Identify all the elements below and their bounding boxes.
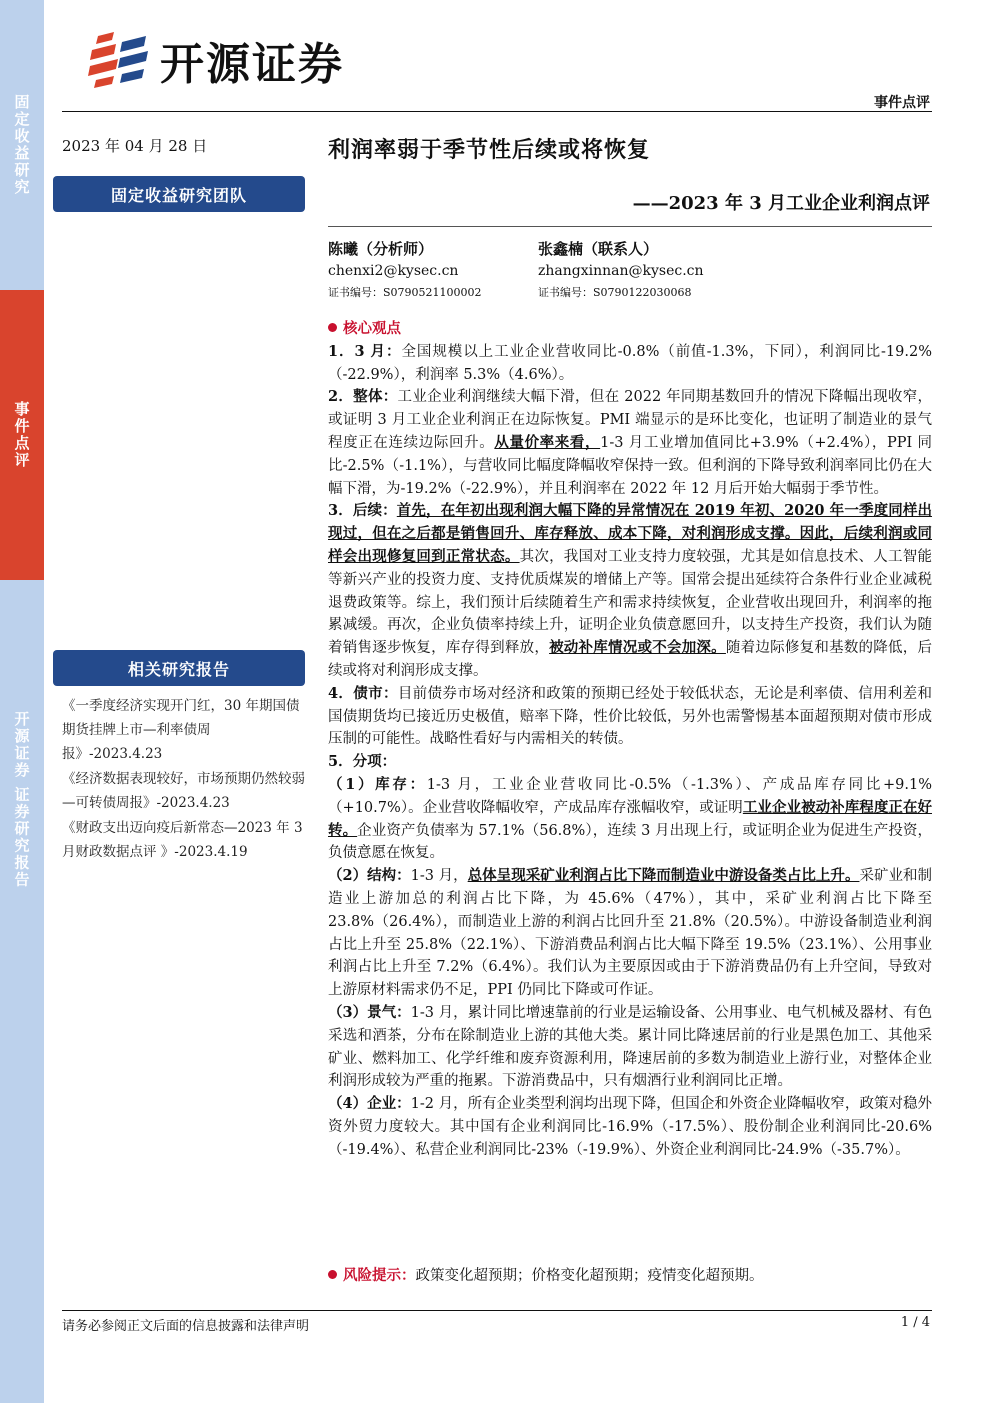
core-viewpoints [328, 318, 932, 1161]
related-reports-list [62, 694, 307, 865]
bullet-icon [328, 323, 337, 332]
paragraph-structure: （2）结构：1-3 月，总体呈现采矿业利润占比下降而制造业中游设备类占比上升。采矿业和制造业上游加总的利润占比下降，为 45.6%（47%），其中，采矿业利润占比下降至 23.8%（26.4%），而制造业上游的利润占比回升至 21.8%（20.5%）。中游设备制造业利润占比上升至 25.8%（22.1%）、下游消费品利润占比大幅下降至 19.5%（23.1%）、公用事业利润占比上升至 7.2%（6.4%）。我们认为主要原因或由于下游消费品仍有上升空间，导致对上游原材料需求仍不足，PPI 仍同比下降或可作证。 [328, 867, 932, 999]
related-report-item[interactable]: 《经济数据表现较好，市场预期仍然较弱—可转债周报》-2023.4.23 [62, 771, 305, 811]
footer-disclaimer: 请务必参阅正文后面的信息披露和法律声明 [62, 1319, 310, 1334]
paragraph-inventory: （1）库存：1-3 月，工业企业营收同比-0.5%（-1.3%）、产成品库存同比+9.1%（+10.7%）。企业营收降幅收窄，产成品库存涨幅收窄，或证明工业企业被动补库程度正在好转。企业资产负债率为 57.1%（56.8%），连续 3 月出现上行，或证明企业为促进生产投资，负债意愿在恢复。 [328, 775, 932, 862]
footer-divider [62, 1310, 932, 1311]
paragraph-march: 1．3 月：全国规模以上工业企业营收同比-0.8%（前值-1.3%，下同），利润同比-19.2%（-22.9%），利润率 5.3%（4.6%）。 [328, 342, 932, 383]
sidebar-label-type: 事件点评 [12, 401, 31, 469]
sidebar-label-brand: 开源证券 证券研究报告 [12, 711, 31, 889]
core-heading: 核心观点 [328, 318, 932, 341]
risk-heading: 风险提示： [343, 1267, 416, 1284]
sidebar-segment-brand [0, 690, 44, 910]
author-block [538, 238, 704, 304]
author-block [328, 238, 482, 304]
sidebar-segment-category [0, 80, 44, 210]
header-divider [62, 111, 932, 112]
brand-name: 开源证券 [160, 39, 344, 90]
left-sidebar [0, 0, 44, 1403]
author-email[interactable]: chenxi2@kysec.cn [328, 263, 459, 279]
author-name: 张鑫楠（联系人） [538, 240, 659, 258]
paragraph-sentiment: （3）景气：1-3 月，累计同比增速靠前的行业是运输设备、公用事业、电气机械及器材、有色采选和酒茶，分布在除制造业上游的其他大类。累计同比降速居前的行业是黑色加工、其他采矿业、燃料加工、化学纤维和废弃资源利用，降速居前的多数为制造业上游行业，对整体企业利润形成较为严重的拖累。下游消费品中，只有烟酒行业利润同比正增。 [328, 1003, 932, 1090]
page-number: 1 / 4 [900, 1315, 930, 1330]
report-subtitle: ——2023 年 3 月工业企业利润点评 [632, 193, 930, 214]
risk-text: 政策变化超预期；价格变化超预期；疫情变化超预期。 [415, 1268, 764, 1284]
author-cert: 证书编号：S0790122030068 [538, 286, 692, 299]
paragraph-bond-market: 4．债市：目前债券市场对经济和政策的预期已经处于较低状态，无论是利率债、信用利差和国债期货均已接近历史极值，赔率下降，性价比较低，另外也需警惕基本面超预期对债市形成压制的可能性。战略性看好与内需相关的转债。 [328, 684, 932, 748]
paragraph-enterprise: （4）企业：1-2 月，所有企业类型利润均出现下降，但国企和外资企业降幅收窄，政策对稳外资外贸力度较大。其中国有企业利润同比-16.9%（-17.5%）、股份制企业利润同比-20.6%（-19.4%）、私营企业利润同比-23%（-19.9%）、外资企业利润同比-24.9%（-35.7%）。 [328, 1095, 932, 1158]
report-date: 2023 年 04 月 28 日 [62, 137, 208, 155]
bullet-icon [328, 1270, 337, 1279]
related-report-item[interactable]: 《一季度经济实现开门红，30 年期国债期货挂牌上市—利率债周报》-2023.4.23 [62, 698, 300, 762]
brand-logo-icon [88, 32, 150, 88]
doc-type-label: 事件点评 [874, 95, 930, 111]
paragraph-outlook: 3．后续：首先，在年初出现利润大幅下降的异常情况在 2019 年初、2020 年一季度同样出现过，但在之后都是销售回升、库存释放、成本下降，对利润形成支撑。因此，后续利润或同样会出现修复回到正常状态。其次，我国对工业支持力度较强，尤其是如信息技术、人工智能等新兴产业的投资力度、支持优质煤炭的增储上产等。国常会提出延续符合条件行业企业减税退费政策等。综上，我们预计后续随着生产和需求持续恢复，企业营收出现回升，利润率的拖累减缓。再次，企业负债率持续上升，证明企业负债意愿回升，以支持生产投资，我们认为随着销售逐步恢复，库存得到释放，被动补库情况或不会加深。随着边际修复和基数的降低，后续或将对利润形成支撑。 [328, 502, 933, 679]
brand-logo [88, 28, 344, 92]
report-title: 利润率弱于季节性后续或将恢复 [328, 137, 651, 163]
sidebar-segment-type [0, 290, 44, 580]
paragraph-breakdown-heading: 5．分项： [328, 753, 397, 771]
related-reports-banner: 相关研究报告 [53, 650, 305, 686]
related-report-item[interactable]: 《财政支出迈向疫后新常态—2023 年 3 月财政数据点评 》-2023.4.19 [62, 820, 303, 860]
author-cert: 证书编号：S0790521100002 [328, 286, 482, 299]
sidebar-label-category: 固定收益研究 [12, 94, 31, 196]
author-name: 陈曦（分析师） [328, 240, 434, 258]
paragraph-overall: 2．整体：工业企业利润继续大幅下滑，但在 2022 年同期基数回升的情况下降幅出现收窄，或证明 3 月工业企业利润正在边际恢复。PMI 端显示的是环比变化，也证明了制造业的景气程度正在连续边际回升。从量价率来看，1-3 月工业增加值同比+3.9%（+2.4%），PPI 同比-2.5%（-1.1%），与营收同比幅度降幅收窄保持一致。但利润的下降导致利润率同比仍在大幅下滑，为-19.2%（-22.9%），并且利润率在 2022 年 12 月后开始大幅弱于季节性。 [328, 388, 933, 497]
title-divider [328, 226, 932, 227]
author-email[interactable]: zhangxinnan@kysec.cn [538, 263, 704, 279]
risk-warning [328, 1264, 764, 1285]
team-banner: 固定收益研究团队 [53, 176, 305, 212]
